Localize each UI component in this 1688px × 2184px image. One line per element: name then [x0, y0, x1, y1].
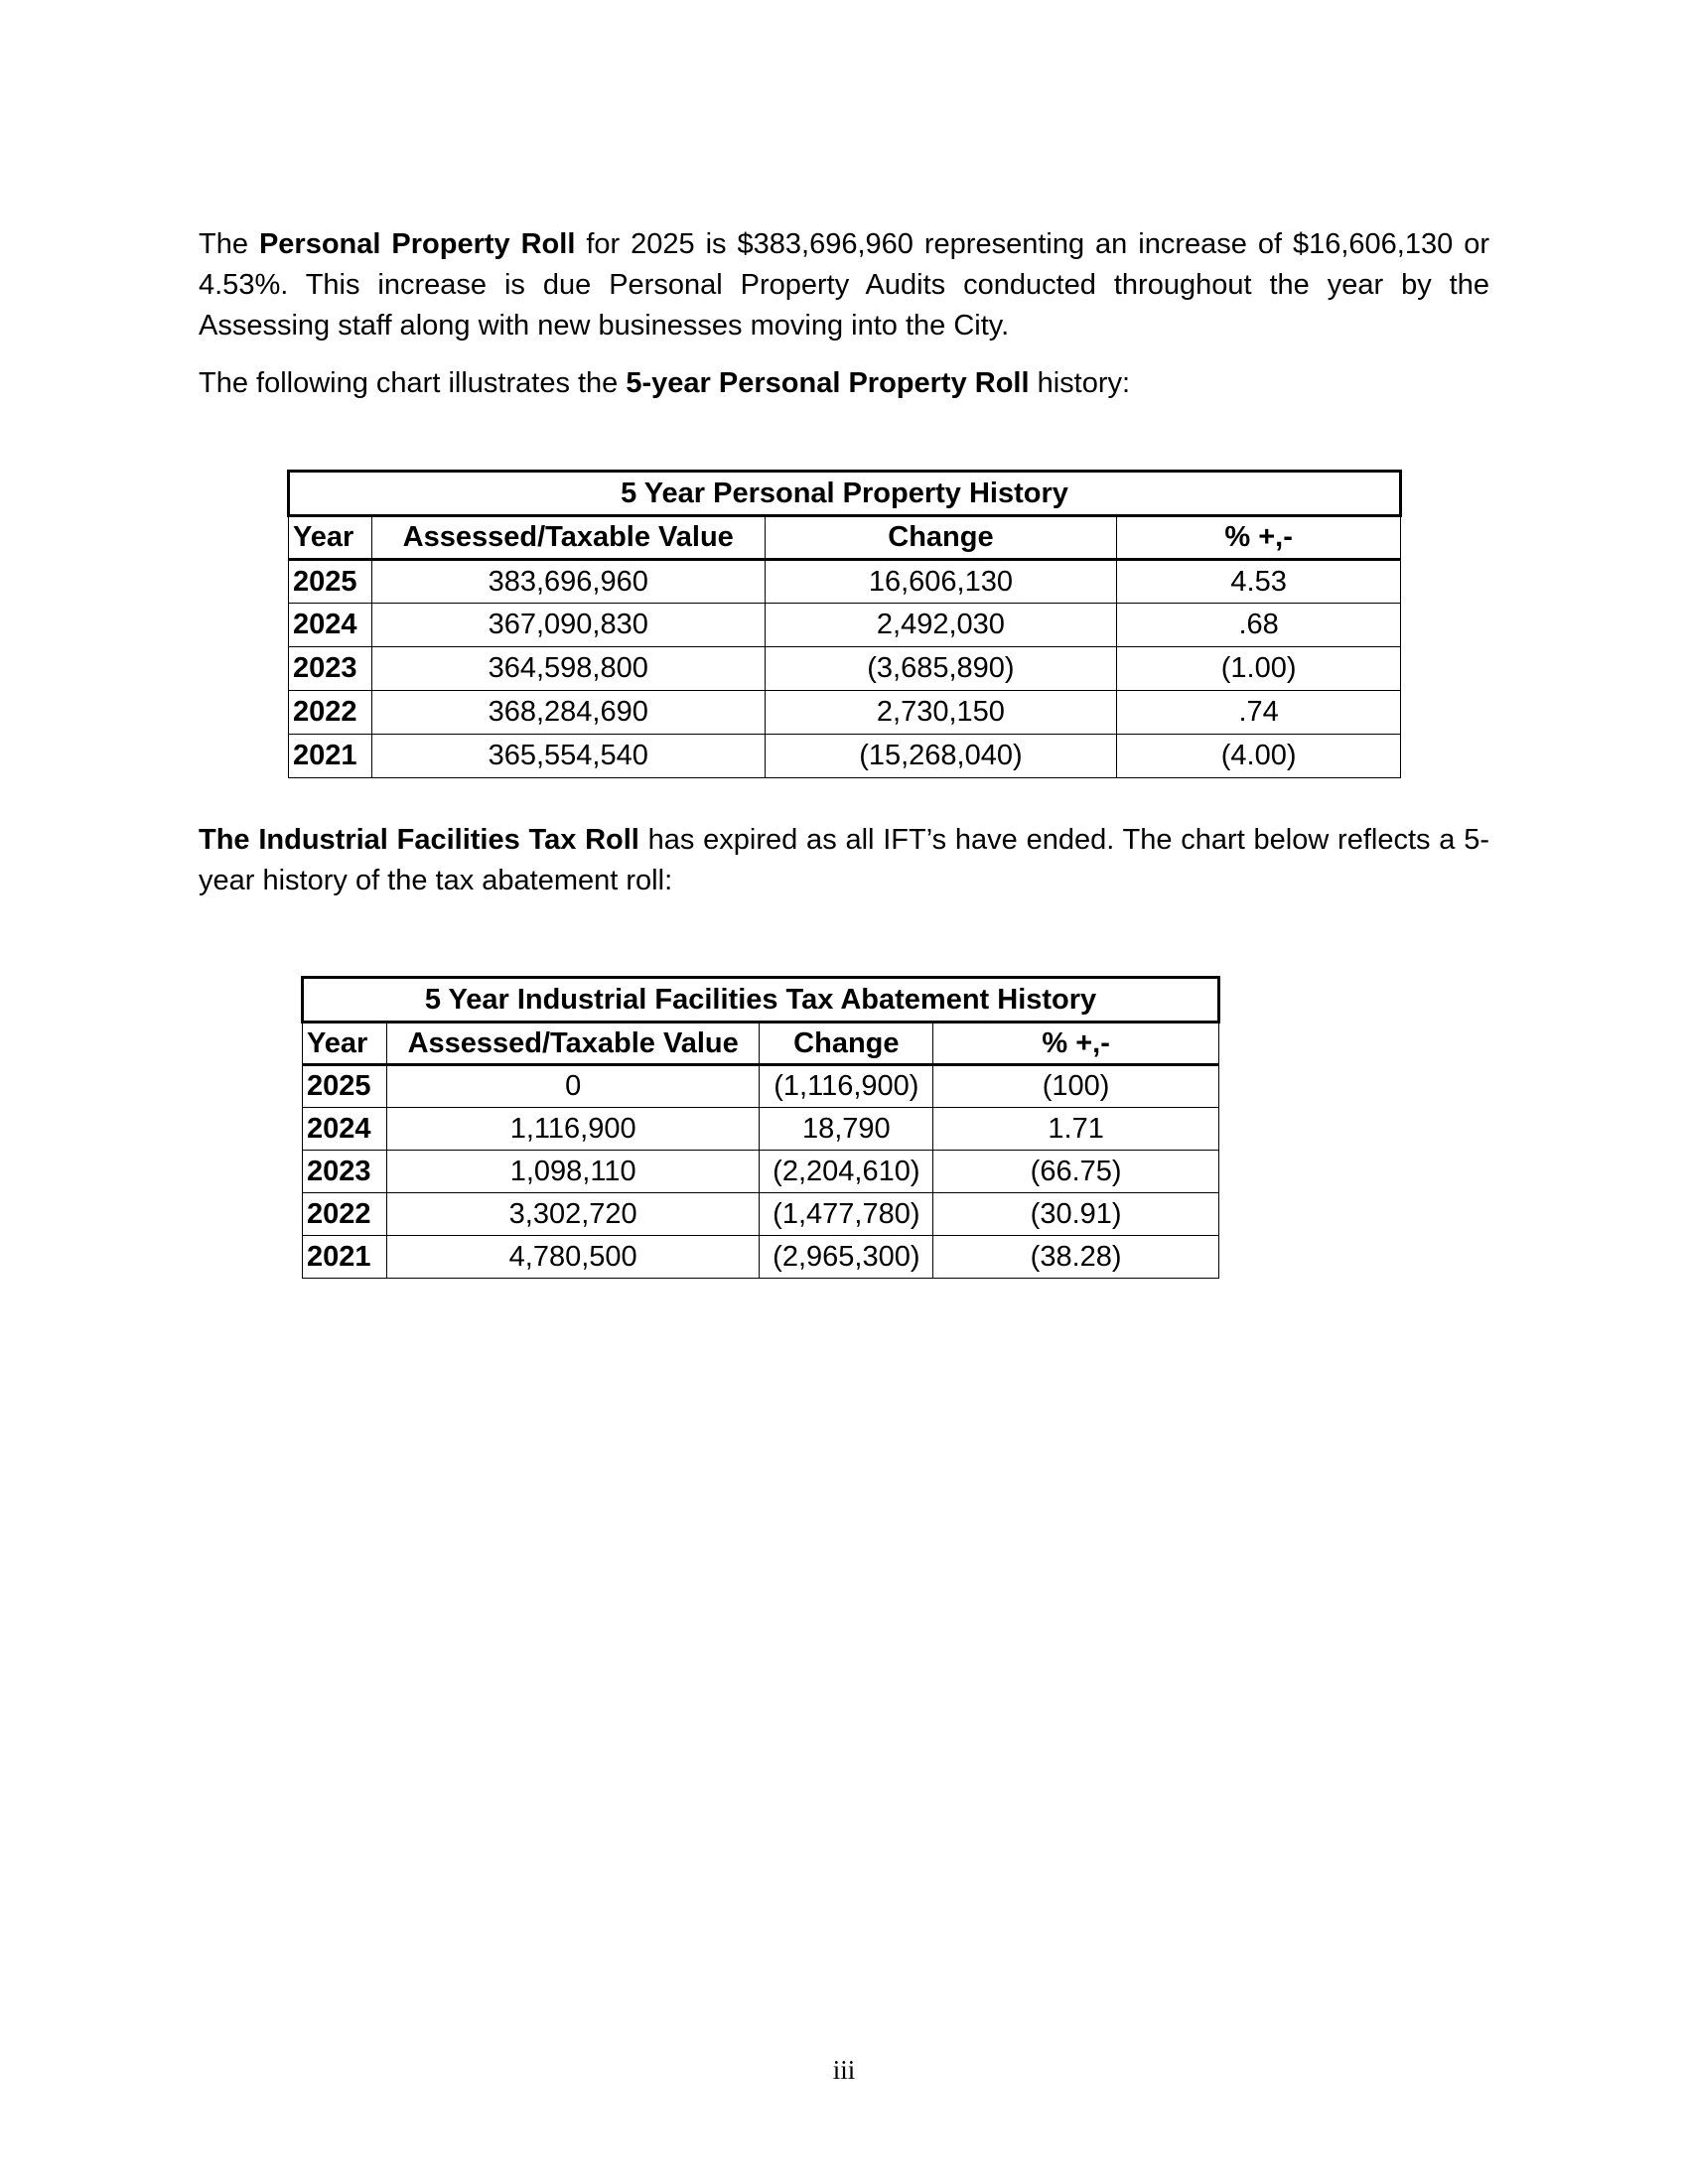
cell-value: 368,284,690 [371, 691, 765, 735]
cell-year: 2023 [289, 647, 372, 691]
cell-value: 0 [386, 1065, 760, 1108]
cell-percent: (66.75) [933, 1151, 1219, 1193]
cell-value: 364,598,800 [371, 647, 765, 691]
ift-abatement-history-table [301, 976, 1220, 1279]
cell-year: 2022 [303, 1193, 387, 1236]
cell-value: 1,116,900 [386, 1108, 760, 1151]
table-row [303, 1108, 1219, 1151]
table-row [289, 560, 1401, 604]
cell-percent: (4.00) [1117, 735, 1401, 778]
chart-intro-paragraph [199, 363, 1489, 404]
cell-year: 2021 [289, 735, 372, 778]
p3-bold: The Industrial Facilities Tax Roll [199, 824, 639, 856]
header-year: Year [289, 516, 372, 560]
cell-year: 2025 [303, 1065, 387, 1108]
header-value: Assessed/Taxable Value [386, 1023, 760, 1065]
p1-rest: for 2025 is $383,696,960 representing an increase of $16,606,130 or 4.53%. This increase is due Personal Property Audits conducted throughout the year by the Assessing staff along with new businesses moving into the City. [199, 228, 1489, 341]
cell-year: 2024 [303, 1108, 387, 1151]
cell-percent: 1.71 [933, 1108, 1219, 1151]
personal-property-paragraph [199, 224, 1489, 346]
p1-lead: The [199, 228, 259, 260]
cell-year: 2025 [289, 560, 372, 604]
table-header-row [303, 1023, 1219, 1065]
cell-value: 1,098,110 [386, 1151, 760, 1193]
cell-change: (1,116,900) [760, 1065, 933, 1108]
table-title-row [303, 978, 1219, 1023]
p2-lead: The following chart illustrates the [199, 367, 627, 399]
cell-value: 3,302,720 [386, 1193, 760, 1236]
cell-percent: (38.28) [933, 1236, 1219, 1279]
cell-percent: .74 [1117, 691, 1401, 735]
cell-value: 365,554,540 [371, 735, 765, 778]
header-percent: % +,- [933, 1023, 1219, 1065]
header-percent: % +,- [1117, 516, 1401, 560]
table-title-row [289, 472, 1401, 516]
cell-value: 4,780,500 [386, 1236, 760, 1279]
page-number: iii [832, 2055, 856, 2085]
cell-value: 383,696,960 [371, 560, 765, 604]
table-row [303, 1151, 1219, 1193]
cell-year: 2024 [289, 604, 372, 647]
personal-property-history-table [287, 470, 1402, 778]
cell-value: 367,090,830 [371, 604, 765, 647]
cell-year: 2021 [303, 1236, 387, 1279]
table-title: 5 Year Industrial Facilities Tax Abatement History [303, 978, 1219, 1023]
cell-change: (2,204,610) [760, 1151, 933, 1193]
cell-change: 16,606,130 [765, 560, 1117, 604]
cell-change: 2,730,150 [765, 691, 1117, 735]
p2-rest: history: [1029, 367, 1131, 399]
cell-percent: (1.00) [1117, 647, 1401, 691]
table-row [289, 691, 1401, 735]
p1-bold: Personal Property Roll [258, 228, 576, 260]
table-row [303, 1065, 1219, 1108]
table-row [303, 1236, 1219, 1279]
cell-percent: .68 [1117, 604, 1401, 647]
cell-change: 18,790 [760, 1108, 933, 1151]
table-title: 5 Year Personal Property History [289, 472, 1401, 516]
header-change: Change [760, 1023, 933, 1065]
table-row [289, 647, 1401, 691]
cell-year: 2022 [289, 691, 372, 735]
ift-paragraph [199, 820, 1489, 901]
p3-rest: has expired as all IFT’s have ended. The chart below reflects a 5-year history of the tax abatement roll: [199, 824, 1489, 896]
cell-year: 2023 [303, 1151, 387, 1193]
cell-percent: (100) [933, 1065, 1219, 1108]
cell-change: (2,965,300) [760, 1236, 933, 1279]
header-year: Year [303, 1023, 387, 1065]
table-header-row [289, 516, 1401, 560]
cell-percent: (30.91) [933, 1193, 1219, 1236]
table-row [303, 1193, 1219, 1236]
table-row [289, 735, 1401, 778]
cell-change: (1,477,780) [760, 1193, 933, 1236]
cell-percent: 4.53 [1117, 560, 1401, 604]
cell-change: (15,268,040) [765, 735, 1117, 778]
header-change: Change [765, 516, 1117, 560]
cell-change: (3,685,890) [765, 647, 1117, 691]
header-value: Assessed/Taxable Value [371, 516, 765, 560]
cell-change: 2,492,030 [765, 604, 1117, 647]
table-row [289, 604, 1401, 647]
p2-bold: 5-year Personal Property Roll [626, 367, 1030, 399]
